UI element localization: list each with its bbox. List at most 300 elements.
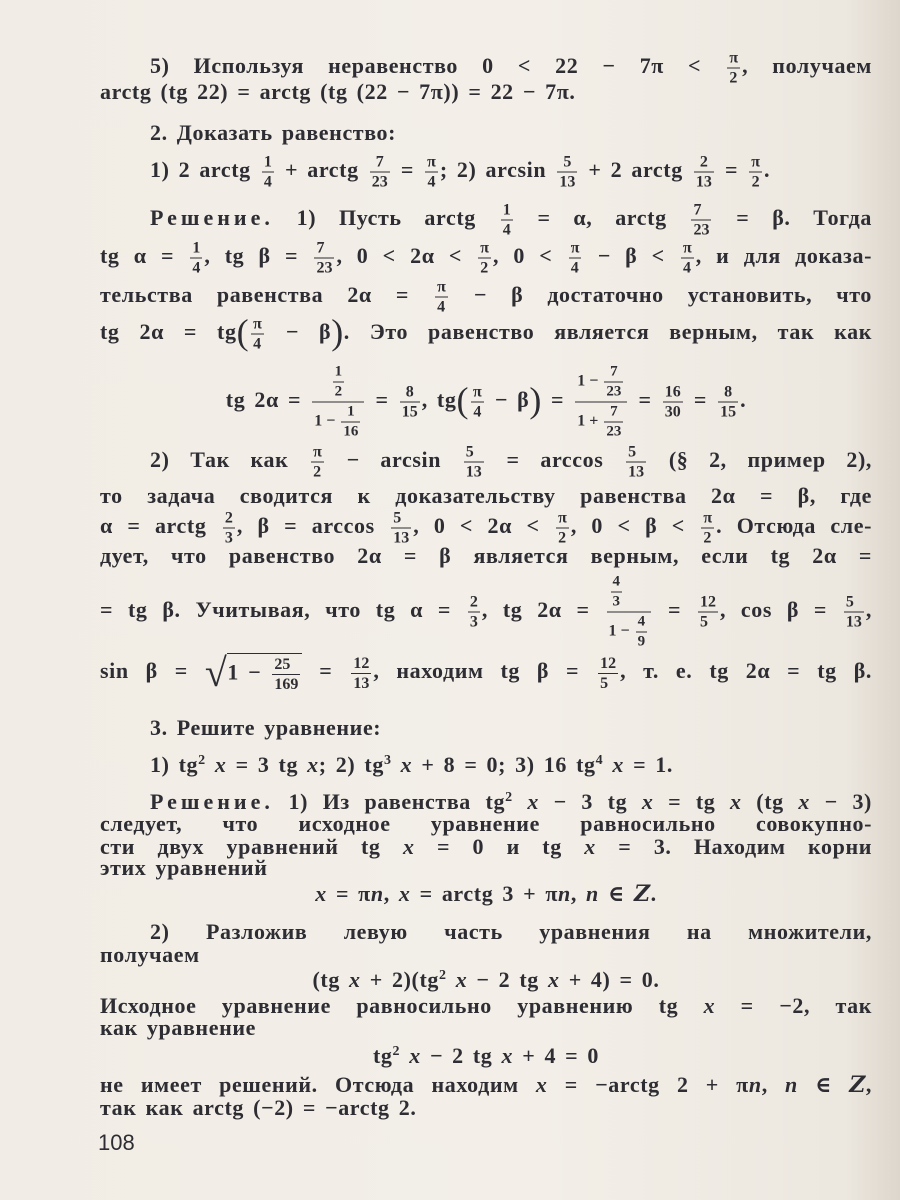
numerator (314, 240, 334, 259)
variable: x (501, 1043, 514, 1069)
fraction (663, 384, 683, 421)
text: π (570, 239, 580, 257)
text: , (865, 597, 872, 623)
numerator (501, 202, 513, 221)
text: , находим tg β = (373, 658, 597, 684)
text: π (683, 239, 692, 257)
text: − β достаточно установить, что (449, 282, 872, 308)
text-line (100, 882, 872, 906)
text: 1 (334, 363, 343, 380)
fraction (611, 574, 623, 611)
text: = −arctg 2 + π (547, 1072, 749, 1097)
denominator (351, 674, 371, 692)
text: − 3) (810, 789, 872, 815)
text: − β (485, 387, 530, 413)
text-line (100, 544, 872, 568)
denominator (501, 221, 513, 239)
numerator (611, 574, 623, 593)
text: , 0 < 2α < (336, 243, 477, 269)
text: 7 (610, 403, 618, 420)
text: . (650, 881, 657, 906)
denominator (636, 633, 648, 651)
variable: x (214, 752, 227, 778)
text: сти двух уравнений tg (100, 834, 403, 859)
superscript: 4 (595, 752, 604, 768)
text: (tg (312, 967, 350, 993)
radicand (227, 653, 302, 693)
denominator (314, 259, 334, 277)
text-line (100, 202, 872, 239)
text: , т. е. tg 2α = tg β. (620, 658, 872, 684)
numerator (464, 444, 484, 463)
variable: x (535, 1072, 548, 1097)
text: − β (265, 319, 332, 345)
text: 8 (405, 383, 414, 401)
text: , 0 < 2α < (413, 513, 555, 539)
denominator (471, 403, 484, 421)
fraction (844, 594, 864, 631)
text: 13 (845, 613, 862, 631)
variable: x (315, 881, 327, 906)
text: не имеет решений. Отсюда находим (100, 1072, 536, 1097)
text (392, 752, 401, 777)
denominator (262, 173, 274, 191)
text: 1 − (227, 659, 271, 685)
text: 4 (253, 335, 262, 353)
text: − β < (583, 243, 680, 269)
text: 4 (437, 298, 446, 316)
text-line (100, 812, 872, 836)
numerator (370, 154, 390, 173)
text: , (865, 1072, 873, 1097)
integer-set-symbol: Z (849, 1072, 866, 1098)
text: 5 (465, 443, 474, 461)
text: = (366, 387, 398, 413)
text: π (703, 509, 713, 527)
denominator (749, 173, 762, 191)
text: = (715, 157, 748, 183)
text: 1) Из равенства tg (273, 789, 506, 815)
variable: x (527, 789, 539, 815)
numerator (569, 240, 582, 259)
numerator (718, 384, 738, 403)
text: = tg β. Учитывая, что tg α = (100, 597, 466, 623)
text: как уравнение (100, 1015, 256, 1040)
numerator (400, 384, 420, 403)
text: 1 − (608, 622, 634, 640)
text: 15 (401, 403, 418, 421)
text: 2 (313, 463, 322, 481)
fraction (681, 240, 694, 277)
numerator (251, 316, 264, 335)
text: 4 (502, 221, 511, 239)
fraction (314, 240, 334, 277)
text: 1 + (577, 412, 603, 430)
text: 3 (612, 593, 620, 610)
text: 1 (502, 201, 511, 219)
text-line (100, 786, 872, 814)
fraction (190, 240, 202, 277)
numerator (478, 240, 491, 259)
denominator (691, 221, 711, 239)
numerator (190, 240, 202, 259)
fraction (400, 384, 420, 421)
denominator (844, 613, 864, 631)
numerator (556, 510, 569, 529)
text: + arctg (275, 157, 368, 183)
fraction (636, 614, 648, 651)
text: − arcsin (325, 447, 462, 473)
fraction (501, 202, 513, 239)
text: 2 (751, 173, 760, 191)
denominator (425, 173, 438, 191)
text: , (761, 1072, 786, 1097)
text: 1) 2 arctg (150, 157, 260, 183)
numerator (749, 154, 762, 173)
text: то задача сводится к доказательству равенства 2α = β, где (100, 483, 872, 508)
text: ∈ (598, 881, 634, 906)
variable: n (785, 1072, 798, 1097)
text: ; 2) tg (318, 752, 384, 778)
text-line (100, 1096, 872, 1120)
text: = 3 tg (226, 752, 308, 778)
numerator (425, 154, 438, 173)
numerator (681, 240, 694, 259)
text (400, 1043, 409, 1068)
text: + 4 = 0 (513, 1043, 599, 1069)
text: , tg β = (204, 243, 313, 269)
denominator (681, 259, 694, 277)
fraction (749, 154, 762, 191)
text: tg (372, 1043, 393, 1069)
superscript: 2 (505, 789, 513, 805)
variable: x (703, 993, 716, 1018)
variable: x (798, 789, 811, 815)
text: 25 (274, 656, 291, 673)
text: π (558, 509, 567, 527)
denominator (604, 383, 623, 401)
variable: n (586, 881, 599, 906)
fraction (471, 384, 484, 421)
text: 2 (334, 383, 343, 400)
numerator (341, 404, 360, 423)
text: − 2 tg (467, 967, 548, 993)
fraction (333, 364, 345, 401)
text: . (740, 387, 747, 413)
text: 1 (192, 239, 201, 257)
text: π (253, 315, 262, 333)
text: 13 (393, 529, 410, 547)
numerator (604, 364, 623, 383)
denominator (575, 403, 627, 441)
text: тельства равенства 2α = (100, 282, 434, 308)
fraction (435, 279, 448, 316)
text: , 0 < β < (570, 513, 700, 539)
text: = (684, 387, 717, 413)
text: 7 (693, 201, 702, 219)
text: = 0 и tg (414, 834, 585, 859)
text: π (751, 153, 761, 171)
parenthesis: ( (456, 380, 470, 421)
text: 5 (699, 613, 708, 631)
fraction (251, 316, 264, 353)
text: 15 (720, 403, 737, 421)
text-line (100, 716, 872, 740)
text (603, 752, 612, 777)
text: 3 (469, 613, 478, 631)
denominator (478, 259, 491, 277)
denominator (611, 593, 623, 611)
fraction (701, 510, 714, 547)
variable: x (455, 967, 468, 993)
text: 13 (559, 173, 576, 191)
text: 30 (664, 403, 681, 421)
fraction (698, 594, 718, 631)
denominator (698, 613, 718, 631)
denominator (569, 259, 582, 277)
text: дует, что равенство 2α = β является верным, если tg 2α = (100, 543, 872, 568)
text: π (729, 49, 739, 67)
denominator (312, 403, 364, 441)
text-line (100, 279, 872, 316)
text-line (100, 964, 872, 992)
text: 2 (480, 259, 489, 277)
fraction (341, 404, 360, 441)
text: 1) Пусть arctg (273, 205, 499, 231)
numerator (333, 364, 345, 383)
text: π (437, 278, 446, 296)
numerator (391, 510, 411, 529)
denominator (311, 463, 324, 481)
fraction (604, 364, 623, 401)
text-line (100, 1040, 872, 1068)
denominator (694, 173, 714, 191)
text: = 3. Находим корни (595, 834, 872, 859)
text: = arctg 3 + π (410, 881, 558, 906)
text: 4 (427, 173, 436, 191)
denominator (598, 674, 618, 692)
text: 23 (606, 423, 622, 440)
text: 4 (683, 259, 692, 277)
fraction (718, 384, 738, 421)
text: Исходное уравнение равносильно уравнению tg (100, 993, 704, 1018)
text: tg 2α = (225, 387, 311, 413)
text-line (100, 749, 872, 777)
text: 2 (699, 153, 708, 171)
text: 3. Решите уравнение: (150, 715, 382, 740)
text: 5) Используя неравенство 0 < 22 − 7π < (150, 53, 726, 79)
denominator (251, 335, 264, 353)
text: arctg (tg 22) = arctg (tg (22 − 7π)) = 22 − 7π. (100, 79, 576, 104)
fraction (575, 364, 627, 441)
denominator (663, 403, 683, 421)
text: 13 (353, 674, 370, 692)
numerator (468, 594, 480, 613)
fraction (223, 510, 235, 547)
text-line (100, 444, 872, 481)
text: 2 (729, 69, 738, 87)
text-line (100, 484, 872, 508)
text: + 2 arctg (579, 157, 692, 183)
text-line (100, 364, 872, 441)
text-line (100, 650, 872, 695)
parenthesis: ) (529, 380, 542, 421)
denominator (468, 613, 480, 631)
fraction (604, 404, 623, 441)
text: 1) tg (150, 752, 199, 778)
text: 2) Так как (150, 447, 310, 473)
text: π (480, 239, 490, 257)
text: , получаем (742, 53, 872, 79)
numerator (575, 364, 627, 403)
numerator (262, 154, 274, 173)
numerator (663, 384, 683, 403)
text: (§ 2, пример 2), (648, 447, 873, 473)
denominator (272, 675, 300, 693)
numerator (312, 364, 364, 403)
text: 5 (393, 509, 402, 527)
text: 23 (693, 221, 710, 239)
text: 9 (637, 633, 646, 650)
variable: n (748, 1072, 762, 1097)
numerator (223, 510, 235, 529)
text: = β. Тогда (713, 205, 872, 231)
text-line (100, 856, 872, 880)
text: 4 (612, 573, 620, 590)
text: π (313, 443, 322, 461)
text: 169 (274, 676, 299, 693)
text: 4 (263, 173, 272, 191)
fraction (464, 444, 484, 481)
text: 4 (192, 259, 201, 277)
denominator (435, 298, 448, 316)
text-line (100, 312, 873, 353)
text: tg α = (100, 243, 189, 269)
text: . Это равенство является верным, так как (343, 319, 873, 345)
fraction (569, 240, 582, 277)
text: 2 (469, 593, 478, 611)
text: 7 (316, 239, 325, 257)
text-line (100, 1073, 872, 1097)
denominator (464, 463, 484, 481)
denominator (400, 403, 420, 421)
denominator (370, 173, 390, 191)
text: π (473, 383, 482, 401)
text: 8 (724, 383, 733, 401)
text-line (100, 80, 872, 104)
radical-sign-icon: √ (204, 650, 228, 695)
text: = tg (653, 789, 731, 815)
fraction (607, 574, 652, 651)
fraction (391, 510, 411, 547)
text: так как arctg (−2) = −arctg 2. (100, 1095, 417, 1120)
denominator (333, 383, 345, 401)
numerator (694, 154, 714, 173)
text: = (391, 157, 424, 183)
fraction (694, 154, 714, 191)
text: , β = arccos (236, 513, 390, 539)
variable: x (547, 967, 560, 993)
numerator (598, 655, 618, 674)
text: 23 (316, 259, 333, 277)
numerator (844, 594, 864, 613)
numerator (272, 656, 300, 675)
variable: n (370, 881, 384, 906)
text: 12 (699, 593, 716, 611)
text: 1 (347, 403, 355, 420)
fraction (598, 655, 618, 692)
text: . (764, 157, 771, 183)
text: = (629, 387, 661, 413)
fraction (478, 240, 491, 277)
text: 4 (473, 403, 482, 421)
text: + 2)(tg (360, 967, 439, 993)
text: 16 (664, 383, 681, 401)
superscript: 2 (392, 1043, 401, 1059)
variable: x (641, 789, 654, 815)
square-root (204, 650, 303, 695)
text: 13 (695, 173, 712, 191)
numerator (607, 574, 652, 613)
text: 5 (563, 153, 572, 171)
variable: x (409, 1043, 421, 1069)
text: 13 (628, 463, 645, 481)
denominator (604, 423, 623, 441)
text: 2. Доказать равенство: (150, 120, 397, 145)
text: , cos β = (719, 597, 842, 623)
text: = α, arctg (514, 205, 690, 231)
text: 1 − (577, 372, 603, 390)
text (206, 752, 215, 777)
text: 23 (371, 173, 388, 191)
fraction (370, 154, 390, 191)
text: sin β = (100, 658, 205, 684)
text: = (653, 597, 696, 623)
text: 2) Разложив левую часть уравнения на множители, (150, 919, 872, 944)
text: 5 (628, 443, 637, 461)
text: + 8 = 0; 3) 16 tg (412, 752, 596, 778)
text: + 4) = 0. (559, 967, 660, 993)
text: ; 2) arcsin (439, 157, 556, 183)
numerator (604, 404, 623, 423)
numerator (701, 510, 714, 529)
superscript: 2 (198, 752, 206, 768)
denominator (626, 463, 646, 481)
text: = −2, так (715, 993, 872, 1018)
text: π (427, 153, 436, 171)
variable: x (349, 967, 361, 993)
text: 2 (224, 509, 233, 527)
text: , tg 2α = (481, 597, 605, 623)
text: 2 (558, 529, 567, 547)
text: − 2 tg (420, 1043, 502, 1069)
denominator (718, 403, 738, 421)
text: 23 (606, 383, 622, 400)
denominator (607, 613, 652, 651)
text-line (100, 121, 872, 145)
text: tg 2α = tg (100, 319, 237, 345)
numerator (557, 154, 577, 173)
numerator (626, 444, 646, 463)
text: 5 (600, 674, 609, 692)
text: 7 (375, 153, 384, 171)
variable: x (398, 881, 411, 906)
text: 13 (465, 463, 482, 481)
text: , tg (421, 387, 457, 413)
variable: x (402, 834, 415, 859)
text: 4 (637, 613, 646, 630)
text: α = arctg (100, 513, 221, 539)
